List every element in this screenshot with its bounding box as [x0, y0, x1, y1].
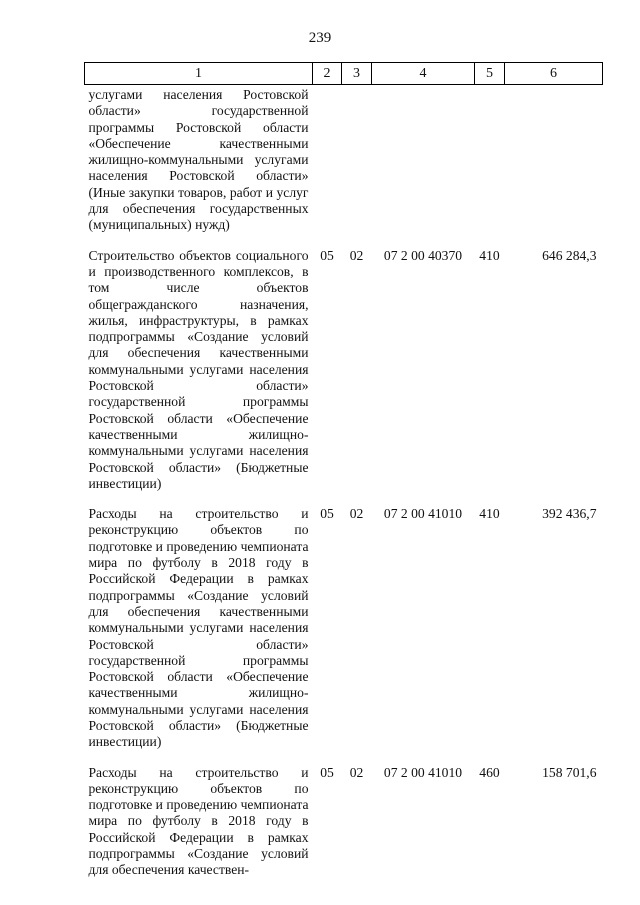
table-row [85, 248, 603, 506]
column-header-description: 1 [85, 63, 313, 85]
table-header-row [85, 63, 603, 85]
column-header-expense-type: 5 [475, 63, 505, 85]
row-subsection: 02 [349, 247, 364, 263]
row-description: услугами населения Ростовской области» государственной программы Ростовской области «Обеспечение качественными жилищно-коммунальными услугами населения Ростовской области» (Иные закупки товаров, работ и услуг для обеспечения государственных (муниципальных) нужд) [88, 87, 309, 233]
row-expense-type: 460 [479, 764, 500, 780]
row-description: Строительство объектов социального и производственного комплексов, в том числе объектов общегражданского назначения, жилья, инфраструктуры, в рамках подпрограммы «Создание условий для обеспечения качественными коммунальными услугами населения Ростовской области» государственной программы Ростовской области «Обеспечение качественными жилищно-коммунальными услугами населения Ростовской области» (Бюджетные инвестиции) [88, 247, 309, 491]
column-header-subsection: 3 [342, 63, 372, 85]
row-expense-type [475, 85, 505, 248]
table-row [85, 765, 603, 893]
row-description: Расходы на строительство и реконструкцию объектов по подготовке и проведению чемпионата мира по футболу в 2018 году в Российской Федерации в рамках подпрограммы «Создание условий для обеспечения качествен- [88, 764, 309, 878]
row-target-article: 07 2 00 41010 [383, 506, 463, 522]
row-subsection: 02 [349, 764, 364, 780]
row-section [313, 85, 342, 248]
row-amount: 392 436,7 [542, 506, 597, 522]
row-target-article: 07 2 00 40370 [383, 247, 463, 263]
row-section: 05 [320, 506, 334, 522]
column-header-section: 2 [313, 63, 342, 85]
row-target-article [372, 85, 475, 248]
row-description: Расходы на строительство и реконструкцию объектов по подготовке и проведению чемпионата мира по футболу в 2018 году в Российской Федерации в рамках подпрограммы «Создание условий для обеспечения качественными коммунальными услугами населения Ростовской области» государственной программы Ростовской области «Обеспечение качественными жилищно-коммунальными услугами населения Ростовской области» (Бюджетные инвестиции) [88, 506, 309, 750]
column-header-amount: 6 [505, 63, 603, 85]
table-row [85, 506, 603, 764]
page-number: 239 [308, 30, 332, 46]
row-expense-type: 410 [479, 247, 500, 263]
column-header-target-article: 4 [372, 63, 475, 85]
budget-table [84, 62, 603, 893]
row-section: 05 [320, 764, 334, 780]
table-row [85, 85, 603, 248]
row-amount [505, 85, 603, 248]
row-subsection: 02 [349, 506, 364, 522]
row-amount: 646 284,3 [542, 247, 597, 263]
row-target-article: 07 2 00 41010 [383, 764, 463, 780]
row-section: 05 [320, 247, 334, 263]
row-amount: 158 701,6 [542, 764, 597, 780]
row-expense-type: 410 [479, 506, 500, 522]
row-subsection [342, 85, 372, 248]
